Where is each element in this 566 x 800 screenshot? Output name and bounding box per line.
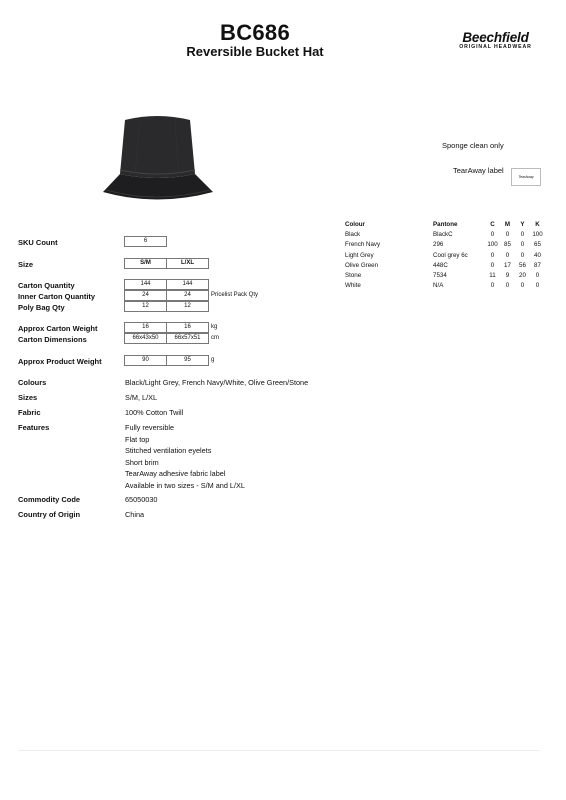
carton-dimensions-lxl: 66x57x51 [166, 333, 209, 344]
colours-value: Black/Light Grey, French Navy/White, Olive Green/Stone [125, 378, 309, 387]
inner-carton-lxl: 24 [166, 290, 209, 301]
poly-bag-label: Poly Bag Qty [18, 303, 65, 312]
header-pantone: Pantone [433, 221, 458, 228]
cmyk-c: 11 [489, 272, 496, 280]
carton-weight-lxl: 16 [166, 322, 209, 333]
table-row [345, 281, 545, 291]
cmyk-k: 87 [534, 261, 541, 269]
bucket-hat-image [95, 112, 220, 207]
commodity-code-label: Commodity Code [18, 495, 81, 504]
poly-bag-sm: 12 [124, 301, 167, 312]
cmyk-k: 0 [535, 282, 540, 290]
feature-item: Stitched ventilation eyelets [125, 446, 212, 455]
label-type: TearAway label [453, 166, 504, 175]
feature-item: Fully reversible [125, 423, 175, 432]
colour-name: White [345, 282, 361, 290]
pantone: 448C [433, 261, 448, 269]
cmyk-c: 0 [490, 282, 495, 290]
colour-table-header [345, 220, 545, 230]
product-weight-unit: g [211, 357, 215, 363]
colours-label: Colours [18, 378, 47, 387]
cmyk-k: 0 [535, 272, 540, 280]
colour-name: French Navy [345, 241, 381, 249]
colour-name: Olive Green [345, 261, 379, 269]
table-row [345, 261, 545, 271]
pantone: Cool grey 6c [433, 251, 468, 259]
cmyk-m: 0 [505, 251, 510, 259]
product-code: BC686 [220, 20, 290, 45]
colour-name: Light Grey [345, 251, 374, 259]
pantone: N/A [433, 282, 444, 290]
cmyk-y: 0 [520, 282, 525, 290]
product-weight-lxl: 95 [166, 355, 209, 366]
header-k: K [535, 221, 540, 228]
product-weight-label: Approx Product Weight [18, 357, 102, 366]
brand-tagline: ORIGINAL HEADWEAR [459, 44, 532, 50]
cmyk-m: 0 [505, 231, 510, 239]
sizes-value: S/M, L/XL [125, 393, 158, 402]
cmyk-m: 9 [505, 272, 510, 280]
size-sm: S/M [124, 258, 167, 269]
table-row [345, 251, 545, 261]
cmyk-c: 100 [487, 241, 498, 249]
cmyk-m: 85 [504, 241, 511, 249]
header-y: Y [520, 221, 525, 228]
brand-name: Beechfield [462, 30, 529, 45]
cmyk-c: 0 [490, 251, 495, 259]
feature-item: Flat top [125, 434, 150, 444]
cmyk-c: 0 [490, 231, 495, 239]
cmyk-y: 20 [519, 272, 526, 280]
inner-carton-sm: 24 [124, 290, 167, 301]
sku-count-label: SKU Count [18, 238, 58, 247]
poly-bag-lxl: 12 [166, 301, 209, 312]
country-of-origin-label: Country of Origin [18, 510, 81, 519]
cmyk-y: 0 [520, 251, 525, 259]
table-row [345, 230, 545, 240]
carton-weight-unit: kg [211, 324, 218, 330]
carton-quantity-label: Carton Quantity [18, 281, 75, 290]
care-instruction: Sponge clean only [442, 141, 504, 150]
feature-item: Short brim [125, 457, 159, 467]
size-lxl: L/XL [166, 258, 209, 269]
carton-dimensions-sm: 66x43x50 [124, 333, 167, 344]
carton-quantity-sm: 144 [124, 279, 167, 290]
cmyk-y: 0 [520, 231, 525, 239]
fabric-value: 100% Cotton Twill [125, 408, 184, 417]
pantone: 296 [433, 241, 444, 249]
carton-weight-label: Approx Carton Weight [18, 324, 98, 333]
header-colour: Colour [345, 221, 365, 228]
size-label: Size [18, 260, 34, 269]
features-label: Features [18, 423, 50, 432]
inner-carton-label: Inner Carton Quantity [18, 292, 96, 301]
cmyk-k: 65 [534, 241, 541, 249]
colour-name: Black [345, 231, 361, 239]
header-m: M [504, 221, 511, 228]
carton-dimensions-unit: cm [211, 335, 219, 341]
sku-count-value: 6 [124, 236, 167, 247]
header-c: C [490, 221, 495, 228]
tearaway-label-icon: TearAway [511, 168, 541, 186]
fabric-label: Fabric [18, 408, 41, 417]
cmyk-k: 100 [532, 231, 543, 239]
commodity-code-value: 65050030 [125, 495, 158, 504]
cmyk-m: 17 [504, 261, 511, 269]
carton-quantity-lxl: 144 [166, 279, 209, 290]
pantone: BlackC [433, 231, 453, 239]
carton-dimensions-label: Carton Dimensions [18, 335, 87, 344]
table-row [345, 240, 545, 250]
pricelist-pack-note: Pricelist Pack Qty [211, 292, 259, 298]
cmyk-c: 0 [490, 261, 495, 269]
footer-divider [18, 750, 540, 751]
feature-item: Available in two sizes - S/M and L/XL [125, 480, 245, 490]
brand-logo [448, 30, 543, 50]
cmyk-y: 0 [520, 241, 525, 249]
feature-item: TearAway adhesive fabric label [125, 469, 226, 478]
product-weight-sm: 90 [124, 355, 167, 366]
table-row [345, 271, 545, 281]
colour-table [345, 220, 545, 291]
colour-name: Stone [345, 272, 362, 280]
cmyk-m: 0 [505, 282, 510, 290]
product-name: Reversible Bucket Hat [186, 44, 324, 59]
country-of-origin-value: China [125, 510, 145, 519]
carton-weight-sm: 16 [124, 322, 167, 333]
pantone: 7534 [433, 272, 447, 280]
cmyk-k: 40 [534, 251, 541, 259]
sizes-label: Sizes [18, 393, 38, 402]
cmyk-y: 56 [519, 261, 526, 269]
